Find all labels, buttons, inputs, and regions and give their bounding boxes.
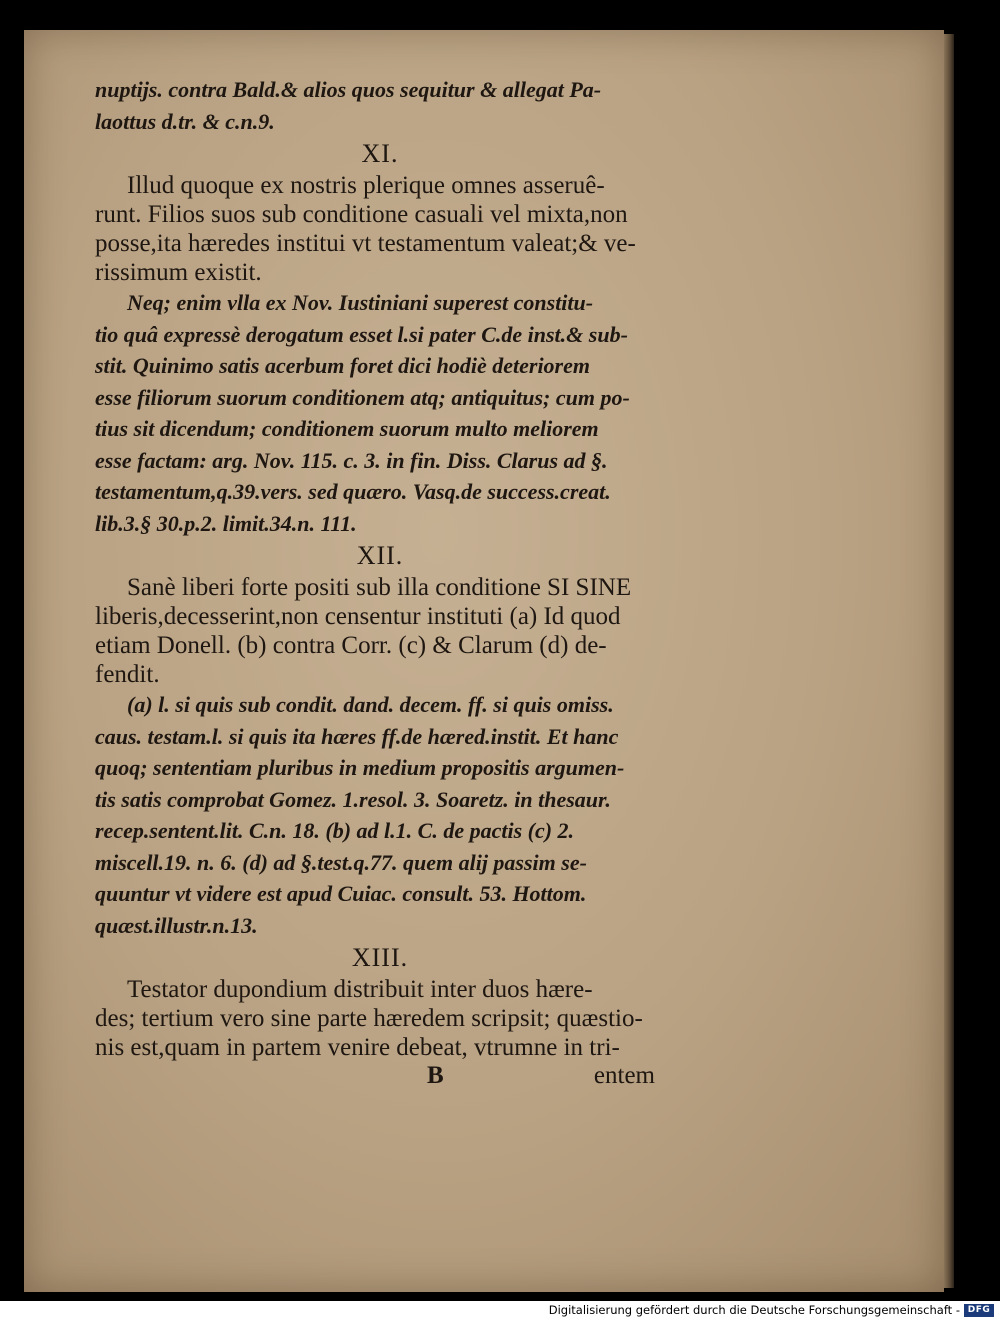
text-line: Testator dupondium distribuit inter duos hære- bbox=[127, 976, 593, 1003]
text-line: rissimum existit. bbox=[95, 259, 262, 286]
footer-bar bbox=[0, 1301, 1000, 1321]
note-line: recep.sentent.lit. C.n. 18. (b) ad l.1. C. de pactis (c) 2. bbox=[95, 818, 575, 843]
signature-row bbox=[95, 1062, 665, 1096]
text-line: runt. Filios suos sub conditione casuali vel mixta,non bbox=[95, 201, 628, 228]
section-heading-xi: XI. bbox=[361, 139, 399, 168]
note-line: esse factam: arg. Nov. 115. c. 3. in fin. Diss. Clarus ad §. bbox=[95, 447, 608, 473]
signature-mark: B bbox=[427, 1062, 444, 1089]
text-line: etiam Donell. (b) contra Corr. (c) & Clarum (d) de- bbox=[95, 632, 607, 659]
text-line: laottus d.tr. & c.n.9. bbox=[95, 108, 275, 134]
note-line: lib.3.§ 30.p.2. limit.34.n. 111. bbox=[95, 510, 357, 536]
note-line: testamentum,q.39.vers. sed quæro. Vasq.de success.creat. bbox=[95, 479, 611, 504]
text-line: nis est,quam in partem venire debeat, vtrumne in tri- bbox=[95, 1034, 620, 1061]
note-line: quæst.illustr.n.13. bbox=[95, 912, 258, 938]
section-heading-xii: XII. bbox=[356, 541, 404, 570]
note-line: quuntur vt videre est apud Cuiac. consult. 53. Hottom. bbox=[95, 881, 587, 906]
text-line: posse,ita hæredes institui vt testamentum valeat;& ve- bbox=[95, 230, 636, 257]
page-edge bbox=[944, 34, 954, 1288]
dfg-logo: DFG bbox=[964, 1304, 994, 1317]
text-line: Sanè liberi forte positi sub illa conditione SI SINE bbox=[127, 574, 632, 601]
catchword: entem bbox=[593, 1062, 655, 1089]
section-heading-xiii: XIII. bbox=[351, 943, 409, 972]
note-line: Neq; enim vlla ex Nov. Iustiniani superest constitu- bbox=[127, 290, 594, 315]
note-line: caus. testam.l. si quis ita hæres ff.de hæred.instit. Et hanc bbox=[95, 723, 619, 749]
note-line: quoq; sententiam pluribus in medium propositis argumen- bbox=[95, 755, 625, 780]
note-line: stit. Quinimo satis acerbum foret dici hodiè deteriorem bbox=[95, 353, 590, 378]
text-line: des; tertium vero sine parte hæredem scripsit; quæstio- bbox=[95, 1005, 643, 1032]
note-line: tis satis comprobat Gomez. 1.resol. 3. Soaretz. in thesaur. bbox=[95, 786, 611, 812]
text-line: fendit. bbox=[95, 661, 160, 688]
text-line: Illud quoque ex nostris plerique omnes asseruê- bbox=[127, 172, 605, 199]
footer-credit: Digitalisierung gefördert durch die Deutsche Forschungsgemeinschaft - bbox=[548, 1303, 960, 1317]
note-line: miscell.19. n. 6. (d) ad §.test.q.77. quem alij passim se- bbox=[95, 849, 587, 875]
text-line: nuptijs. contra Bald.& alios quos sequitur & allegat Pa- bbox=[95, 77, 602, 102]
note-line: tio quâ expressè derogatum esset l.si pater C.de inst.& sub- bbox=[95, 321, 628, 347]
note-line: esse filiorum suorum conditionem atq; antiquitus; cum po- bbox=[95, 384, 630, 410]
page-text bbox=[95, 74, 665, 1096]
note-line: (a) l. si quis sub condit. dand. decem. ff. si quis omiss. bbox=[127, 692, 614, 717]
note-line: tius sit dicendum; conditionem suorum multo meliorem bbox=[95, 416, 599, 441]
text-line: liberis,decesserint,non censentur instituti (a) Id quod bbox=[95, 603, 621, 630]
